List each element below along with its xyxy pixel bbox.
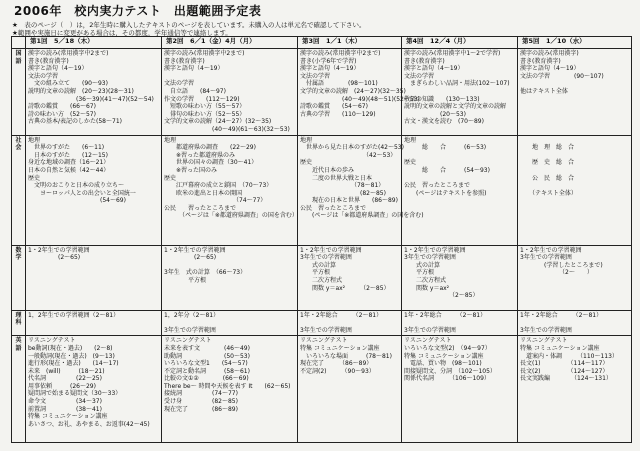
range-line: ※習った都道府県のみ	[164, 151, 236, 159]
range-line: (学習したところまで)	[520, 261, 603, 269]
range-line: 特集 コミュニケーション講座	[520, 344, 600, 352]
column-header: 第1回 5／18（木）	[26, 37, 162, 49]
range-line: 文法の学習	[164, 80, 195, 88]
range-line: 式の計算	[404, 261, 441, 269]
range-line: いろいろな場面 (78〜81)	[300, 352, 392, 360]
subject-label	[12, 245, 26, 310]
range-line: （74〜77）	[164, 197, 267, 205]
range-line: (2〜65)	[164, 254, 217, 262]
range-line: 長文(1) （114〜117）	[520, 360, 609, 368]
range-line: （78〜81）	[300, 182, 385, 190]
range-cell	[402, 310, 518, 336]
range-line: (40〜49)(48〜51)(52〜53)	[300, 95, 420, 103]
range-line: (54〜69)	[28, 197, 126, 205]
range-line	[520, 80, 629, 88]
range-line: 道案内・体調 （110〜113）	[520, 352, 618, 360]
range-line	[520, 167, 629, 175]
range-line: いろいろな文型1 (54〜57)	[164, 360, 248, 368]
range-line: （ページは「※都道府県調査」の国を含む）	[164, 212, 298, 220]
range-line: 世界のすがた (6〜11)	[28, 144, 105, 152]
range-line: （2〜85）	[404, 292, 479, 300]
range-cell	[162, 310, 298, 336]
range-line: まぎらわしい品詞・用法(102〜107)	[404, 80, 510, 88]
range-line: 二度の世界大戦と日本	[300, 174, 373, 182]
range-line: 歴史	[300, 159, 313, 167]
range-line: 総 合 (54〜93)	[404, 166, 490, 174]
range-line: 1・2年生での学習範囲	[164, 246, 226, 254]
range-line	[520, 182, 629, 190]
range-line: 俳句の味わい方（52〜55）	[164, 110, 246, 118]
range-cell	[26, 336, 162, 443]
subject-row-sugaku	[12, 245, 632, 310]
range-cell	[162, 245, 298, 310]
range-line: 書き(教育漢字)	[28, 57, 69, 65]
range-line: 不定詞と動名詞 (58〜61)	[164, 367, 250, 375]
range-cell	[518, 135, 632, 245]
column-header: 第3回 1／1（木）	[298, 37, 402, 49]
range-line: 歴史	[164, 174, 177, 182]
range-line: 3年生での学習範囲	[404, 254, 456, 262]
range-line: ※習った国のみ	[164, 166, 218, 174]
range-line: 一般動詞(現在・過去) (9〜13)	[28, 352, 115, 360]
range-line: 文法の学習	[28, 72, 59, 80]
range-line: 漢字の読み(常用漢字)	[520, 50, 579, 57]
range-line: 漢字の読み(常用漢字中1〜2で学習)	[404, 50, 501, 57]
range-line: 進行形(現在・過去) (14〜17)	[28, 360, 119, 368]
range-cell	[402, 336, 518, 443]
range-line: 接続詞 (74〜77)	[164, 390, 238, 398]
range-line: リスニングテスト	[164, 337, 212, 345]
range-line: 公民 習ったところまで	[164, 204, 237, 212]
range-cell	[402, 245, 518, 310]
subject-char: 理	[15, 311, 22, 319]
range-line: 式の計算	[300, 261, 337, 269]
range-line: リスニングテスト	[300, 337, 348, 345]
range-line: 長文(2) （124〜127）	[520, 367, 609, 375]
range-line: 書き(教育漢字)	[404, 57, 445, 65]
range-line: 電話、買い物 (98〜101)	[404, 360, 482, 368]
range-line: 現在完了 (86〜89)	[164, 405, 238, 413]
range-line: 書き(小学6年で学習)	[300, 57, 357, 65]
document-title: 2006年 校内実力テスト 出題範囲予定表	[14, 4, 262, 18]
range-line	[520, 319, 629, 327]
range-line: 文学的文章の読解（24〜27）(32〜35)	[164, 118, 272, 126]
range-line: 長文実践編 （124〜131）	[520, 375, 612, 383]
range-line: （42〜53）	[300, 151, 397, 159]
range-line: 1・2年生での学習範囲	[520, 246, 582, 254]
range-line: 3年生での学習範囲	[404, 326, 456, 334]
range-line: 現在の日本と世界 (86〜89)	[300, 197, 398, 205]
range-line: (20〜53)	[404, 110, 466, 118]
range-line: 文法の学習 (90〜107)	[520, 72, 604, 80]
range-line: 歴史	[404, 159, 417, 167]
range-line: 近代日本の歩み	[300, 166, 355, 174]
range-line: 文の組み立て (90〜93)	[28, 80, 108, 88]
range-line: 文法の学習	[300, 72, 331, 80]
range-line: 文明のおこりと日本の成り立ち〜	[28, 182, 125, 190]
range-line: 都道府県の調査 (22〜29)	[164, 144, 256, 152]
range-line: 短歌の味わい方（55〜57）	[164, 103, 246, 111]
range-line	[520, 137, 629, 145]
range-line: 特集 コミュニケーション講座	[300, 344, 380, 352]
range-line: 1・2年生での学習範囲	[404, 246, 466, 254]
range-line: 歴 史 総 合	[520, 159, 575, 167]
range-line: be動詞(現在・過去) (2〜8)	[28, 344, 113, 352]
range-line: 公民 習ったところまで	[300, 204, 367, 212]
range-line: リスニングテスト	[520, 337, 568, 345]
range-line: 疑問詞で始まる疑問文（30〜33）	[28, 390, 122, 398]
range-line: 書き(教育漢字)	[164, 57, 205, 65]
range-line: 漢字と語句（4〜19）	[520, 65, 580, 73]
range-line: 3年生での学習範囲	[164, 326, 216, 334]
range-line: There be〜 時間や天候を表す It (62〜65)	[164, 382, 291, 390]
subject-char: 学	[15, 254, 22, 262]
range-cell	[26, 310, 162, 336]
note-line: ★ 表のページ（ ）は，2年生時に購入したテキストのページを表しています。未購入の人は単元名で確認して下さい。	[12, 21, 366, 29]
range-line	[404, 152, 515, 160]
range-line: 欧米の進出と日本の開国	[164, 189, 243, 197]
range-cell	[162, 336, 298, 443]
range-line: 間接疑問文、分詞 （102〜105）	[404, 367, 496, 375]
range-line: (36〜39)(41〜47)(52〜54)	[28, 95, 154, 103]
range-line	[300, 319, 399, 327]
range-line: 二次方程式	[404, 276, 447, 284]
range-line: 現在完了 （86〜89）	[300, 360, 373, 368]
range-line: 平方根	[404, 269, 435, 277]
subject-label	[12, 336, 26, 443]
range-line: 関係代名詞 （106〜109）	[404, 375, 490, 383]
range-cell	[26, 245, 162, 310]
range-line: 付属語 (98〜101)	[300, 80, 378, 88]
header-row	[12, 37, 632, 49]
range-line: 地理	[164, 136, 177, 144]
range-line: 不定詞(2) （90〜93）	[300, 367, 375, 375]
range-line: 日本のすがた (12〜15)	[28, 151, 108, 159]
range-line: いろいろな文型(2) （94〜97）	[404, 344, 491, 352]
subject-label	[12, 49, 26, 136]
range-line: 詩の味わい方 (52〜57)	[28, 110, 96, 118]
range-line: 1・2年生での学習範囲	[28, 246, 90, 254]
range-line: 日本の自然と気候（42〜44）	[28, 166, 110, 174]
subject-label	[12, 135, 26, 245]
range-line: 世界から見た日本のすがた(42〜53)	[300, 144, 404, 152]
range-line: (40〜49)(61〜63)(32〜53)	[164, 125, 290, 133]
range-cell	[26, 49, 162, 136]
range-line: (ページはテキストを参照)	[404, 189, 487, 197]
range-cell	[298, 336, 402, 443]
range-line: 命令文 (34〜37)	[28, 398, 102, 406]
range-line: 漢字の読み(常用漢字中2まで)	[300, 50, 381, 57]
range-line: 特集 コミュニケーション講座	[28, 413, 108, 421]
column-header: 第5回 1／10（水）	[518, 37, 632, 49]
subject-row-kokugo	[12, 49, 632, 136]
range-line: ヨーロッパ人との出会いと全国統一	[28, 189, 136, 197]
range-line: 特集 コミュニケーション講座	[404, 352, 484, 360]
range-line	[164, 319, 295, 327]
range-line: 平方根	[300, 269, 331, 277]
range-line: (ページは「※都道府県調査」の国を含む)	[300, 212, 424, 220]
range-line: 関数 y＝ax² （2〜85）	[300, 284, 390, 292]
range-line: 説明的文章の読解 (20〜23)(28〜31)	[28, 87, 134, 95]
range-line: 歴史	[28, 174, 41, 182]
range-cell	[162, 49, 298, 136]
range-line: （2〜 ）	[520, 269, 593, 277]
subject-char: 語	[15, 344, 22, 352]
range-line	[404, 88, 515, 96]
range-line: 1，2年生での学習範囲（2〜81）	[28, 311, 120, 319]
subject-char: 科	[15, 319, 22, 327]
range-line: リスニングテスト	[404, 337, 452, 345]
range-cell	[518, 49, 632, 136]
subject-row-eigo	[12, 336, 632, 443]
range-line: リスニングテスト	[28, 337, 76, 345]
range-line: 助動詞 (50〜53)	[164, 352, 250, 360]
range-line: 漢字と語句（4〜19）	[28, 65, 88, 73]
range-line: 地 理 総 合	[520, 144, 575, 152]
range-line: 漢字の読み(常用漢字中2まで)	[28, 50, 109, 57]
range-line: 公 民 総 合	[520, 174, 575, 182]
range-line: あいさつ、お礼、あやまる、お返事(42〜45)	[28, 420, 150, 428]
range-line: (82〜85)	[300, 189, 386, 197]
range-line: 漢字と語句（4〜19）	[164, 65, 224, 73]
range-line: 1，2年分（2〜81）	[164, 311, 220, 319]
range-line: 3年生での学習範囲	[520, 254, 572, 262]
range-cell	[518, 245, 632, 310]
range-cell	[26, 135, 162, 245]
range-line: 前置詞 (38〜41)	[28, 405, 102, 413]
range-line: 地理	[28, 136, 41, 144]
range-line: 1年・2年総合 （2〜81）	[404, 311, 487, 319]
subject-char: 社	[15, 136, 22, 144]
column-header: 第2回 6／1（金）4月（月）	[162, 37, 298, 49]
range-line: 敬語の知識 (130〜133)	[404, 95, 480, 103]
range-line: 古典の基本/表記のしかた(58〜71)	[28, 118, 122, 126]
range-line: 総 合 (6〜53)	[404, 144, 487, 152]
subject-label	[12, 310, 26, 336]
range-line: 平方根	[164, 276, 207, 284]
range-line: 二次方程式	[300, 276, 343, 284]
subject-char: 会	[15, 144, 22, 152]
range-line: 3年生での学習範囲	[300, 326, 352, 334]
range-line: 地理	[404, 136, 417, 144]
range-cell	[298, 245, 402, 310]
range-line: 3年生での学習範囲	[520, 326, 572, 334]
range-line: 比較の文①② (66〜69)	[164, 375, 249, 383]
range-line: 書き(教育漢字)	[520, 57, 561, 65]
corner-cell	[12, 37, 26, 49]
range-line: 作文の学習 (112〜129)	[164, 95, 240, 103]
range-line: 地理	[300, 136, 313, 144]
range-line: 古文・漢文を読む (70〜89)	[404, 118, 484, 126]
subject-char: 語	[15, 57, 22, 65]
range-line: 身近な地域の調査（16〜21）	[28, 159, 110, 167]
range-line: 詩歌の鑑賞 (54〜67)	[300, 103, 368, 111]
range-line: 漢字の読み(常用漢字中2まで)	[164, 50, 245, 57]
subject-char: 英	[15, 337, 22, 345]
range-cell	[518, 336, 632, 443]
range-line: 用事依頼 (26〜29)	[28, 382, 96, 390]
range-cell	[402, 49, 518, 136]
column-header: 第4回 12／4（月）	[402, 37, 518, 49]
range-line: (2〜65)	[28, 254, 81, 262]
range-line: 1年・2年総合 （2〜81）	[520, 311, 603, 319]
subject-char: 数	[15, 246, 22, 254]
range-cell	[298, 310, 402, 336]
range-line: 漢字と語句（4〜19）	[300, 65, 360, 73]
range-line: 自立語 (84〜97)	[164, 87, 226, 95]
subject-row-rika	[12, 310, 632, 336]
range-line: 文学的文章の読解 (24〜27)(32〜35)	[300, 87, 406, 95]
range-line: 詩歌の鑑賞 (66〜67)	[28, 103, 96, 111]
subject-row-shakai	[12, 135, 632, 245]
range-cell	[518, 310, 632, 336]
range-cell	[298, 49, 420, 136]
range-line: 3年生での学習範囲	[300, 254, 352, 262]
range-line: 1・2年生での学習範囲	[300, 246, 362, 254]
range-cell	[162, 135, 298, 245]
range-cell	[298, 135, 424, 245]
range-line	[404, 175, 515, 183]
range-line: 他はテキスト全体	[520, 87, 568, 95]
range-line: 説明的文章の読解と文学的文章の読解	[404, 103, 507, 111]
range-line	[404, 319, 515, 327]
range-line: 受け身 (82〜85)	[164, 398, 238, 406]
range-line: 漢字と語句（4〜19）	[404, 65, 464, 73]
range-line: 江戸幕府の成立と鎖国 （70〜73）	[164, 182, 273, 190]
range-line: 世界の国々の調査（30〜41）	[164, 159, 258, 167]
range-line: 未来 (will) (18〜21)	[28, 367, 105, 375]
range-line: 古典の学習 (110〜129)	[300, 110, 376, 118]
schedule-table	[11, 36, 632, 443]
range-line: 1年・2年総合 （2〜81）	[300, 311, 383, 319]
range-line: 文法の学習	[404, 72, 435, 80]
range-line: 関数 y＝ax²	[404, 284, 450, 292]
note-line: ★範囲や実施日に変更がある場合は，その都度，学年通信等で連絡します。	[12, 29, 232, 37]
range-line: （テキスト全体）	[520, 189, 577, 197]
range-line: 公民 習ったところまで	[404, 182, 471, 190]
subject-char: 国	[15, 50, 22, 57]
range-line: 3年生 式の計算 （66〜73）	[164, 269, 247, 277]
range-line: 代名詞 (22〜25)	[28, 375, 102, 383]
range-cell	[402, 135, 518, 245]
range-line: 未来を表す文 (46〜49)	[164, 344, 250, 352]
